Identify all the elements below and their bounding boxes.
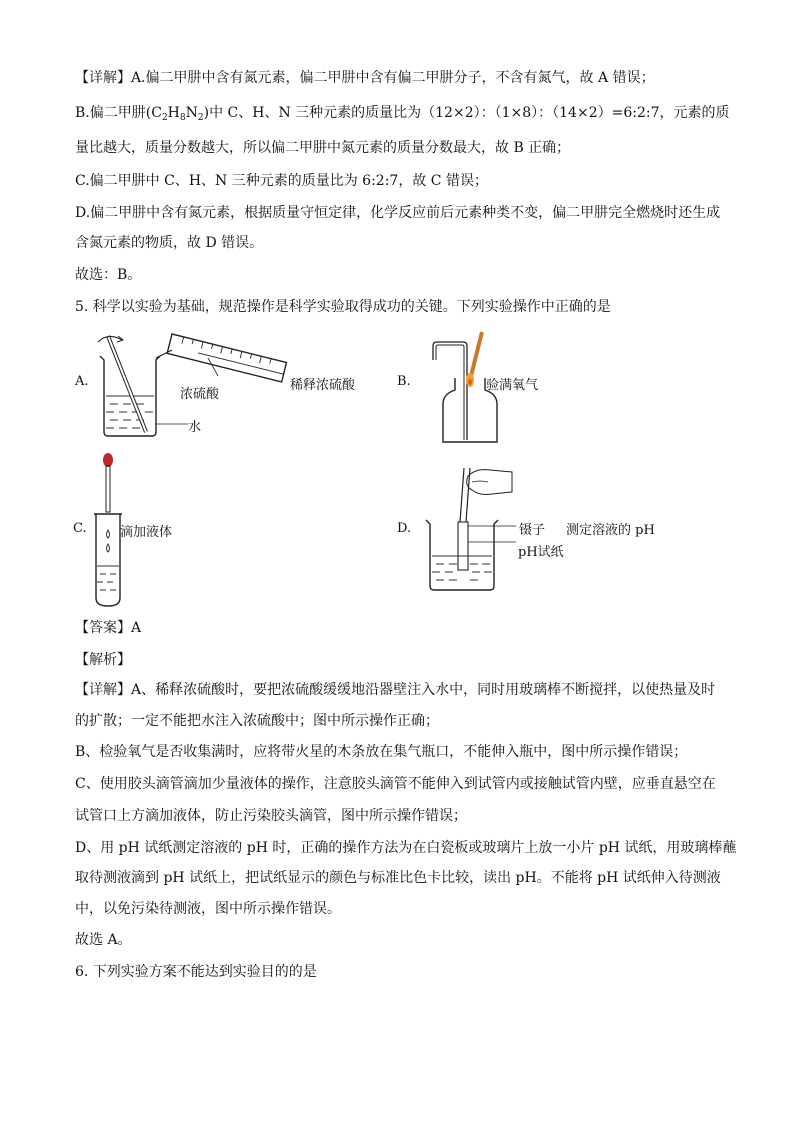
formula-sub-h: 8 [179,113,186,123]
option-d-label-tweezers: 镊子 [519,523,546,538]
option-a-letter: A. [75,374,89,389]
q5-answer: 【答案】A [75,620,142,636]
q4-detail-line-6: 含氮元素的物质，故 D 错误。 [75,235,264,251]
formula-sub-n: 2 [197,113,204,123]
wooden-splint [471,332,482,376]
option-c-letter: C. [73,521,87,536]
gas-tube [433,342,467,440]
formula-part-h: H [167,105,180,121]
water-hatch [106,396,154,428]
splint-ember [468,379,472,385]
solution-hatch [432,556,492,580]
q5-detail-line-5: 试管口上方滴加液体，防止污染胶头滴管，图中所示操作错误； [75,808,467,824]
glass-rod-inner [108,336,146,432]
q5-conclusion: 故选 A。 [75,932,132,948]
formula-sub-c: 2 [161,113,168,123]
hand-finger [472,481,488,482]
formula-part-n: N [185,105,198,121]
q4-detail-line-2 [75,103,729,128]
test-tube [96,514,120,606]
q5-detail-line-6: D、用 pH 试纸测定溶液的 pH 时，正确的操作方法为在白瓷板或玻璃片上放一小片 pH 试纸，用玻璃棒蘸 [75,840,737,856]
graduated-cylinder [167,334,286,382]
q4-line2-prefix: B.偏二甲肼 [75,105,146,121]
option-d-label-paper: pH试纸 [518,545,564,560]
option-a-label-water: 水 [188,420,202,435]
q5-detail-line-1: 【详解】A、稀释浓硫酸时，要把浓硫酸缓缓地沿器壁注入水中，同时用玻璃棒不断搅拌，以使热量及时 [75,682,716,698]
option-a-label-acid: 浓硫酸 [180,387,220,402]
liquid-hatch [97,566,119,590]
q5-detail-line-8: 中，以免污染待测液，图中所示操作错误。 [75,901,341,917]
q5-analysis-heading: 【解析】 [75,652,131,668]
option-d-label-measure: 测定溶液的 pH [566,523,655,538]
option-d-figure [420,460,520,595]
dropper-bulb [103,453,113,467]
q5-detail-line-3: B、检验氧气是否收集满时，应将带火星的木条放在集气瓶口，不能伸入瓶中，图中所示操作错误； [75,744,688,760]
chemical-formula [146,105,209,121]
tweezers-left [460,468,464,522]
q5-detail-line-2: 的扩散；一定不能把水注入浓硫酸中；图中所示操作正确； [75,713,439,729]
q4-detail-line-5: D.偏二甲肼中含有氮元素，根据质量守恒定律，化学反应前后元素种类不变，偏二甲肼完全燃烧时还生成 [75,205,721,221]
leader-acid [208,358,218,376]
q5-detail-line-7: 取待测液滴到 pH 试纸上，把试纸显示的颜色与标准比色卡比较，读出 pH。不能将 pH 试纸伸入待测液 [75,870,721,886]
q6-stem: 6. 下列实验方案不能达到实验目的的是 [75,964,317,980]
formula-close: ) [203,105,210,121]
option-c-label: 滴加液体 [120,525,173,540]
q5-stem: 5. 科学以实验为基础，规范操作是科学实验取得成功的关键。下列实验操作中正确的是 [75,299,611,315]
drop-2 [107,544,110,552]
q4-detail-line-3: 量比越大，质量分数越大，所以偏二甲肼中氮元素的质量分数最大，故 B 正确； [75,140,571,156]
drop-1 [107,530,110,538]
q4-detail-line-4: C.偏二甲肼中 C、H、N 三种元素的质量比为 6:2:7，故 C 错误； [75,173,488,189]
option-d-letter: D. [397,521,412,536]
ph-paper [458,522,468,570]
q4-line2-suffix: 中 C、H、N 三种元素的质量比为（12×2）：（1×8）：（14×2）=6:2:7，元素的质 [209,105,730,121]
option-b-label: 验满氧气 [486,378,539,393]
option-b-letter: B. [397,374,411,389]
dropper-tube [106,466,110,512]
q4-detail-line-1: 【详解】A.偏二甲肼中含有氮元素，偏二甲肼中含有偏二甲肼分子，不含有氮气，故 A 错误； [75,70,655,86]
option-a-label-dilute: 稀释浓硫酸 [290,378,356,393]
formula-part-c: (C [145,105,162,121]
q5-detail-line-4: C、使用胶头滴管滴加少量液体的操作，注意胶头滴管不能伸入到试管内或接触试管内壁，应垂直悬空在 [75,776,716,792]
q4-conclusion: 故选：B。 [75,267,142,283]
